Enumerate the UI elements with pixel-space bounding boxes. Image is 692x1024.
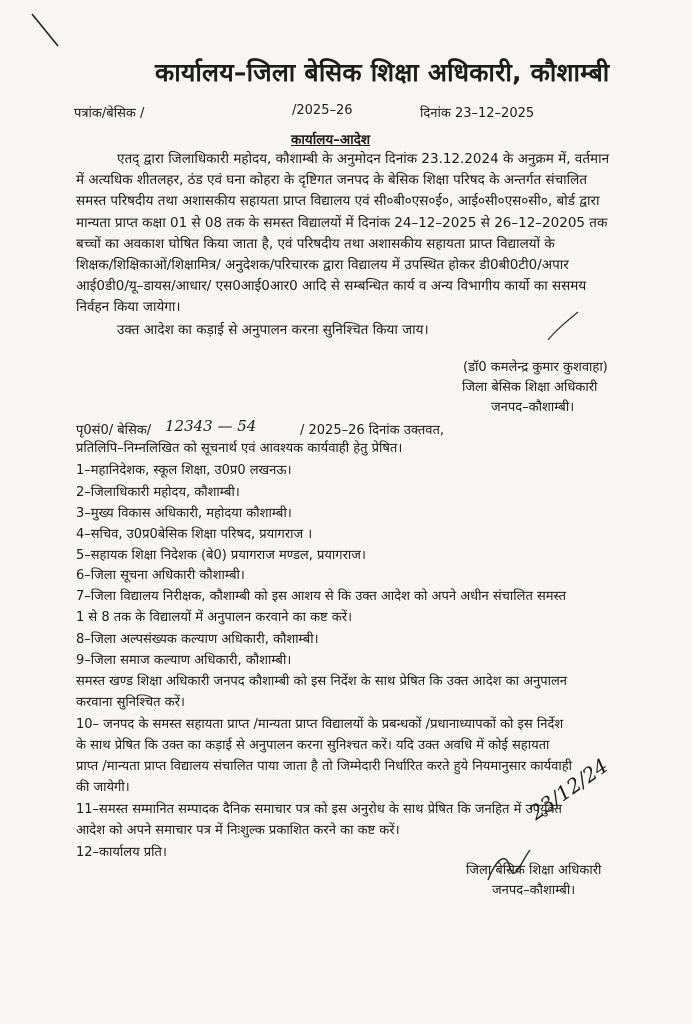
letter-number: पत्रांक/बेसिक / (74, 106, 145, 121)
distribution-item: 10– जनपद के समस्त सहायता प्राप्त /मान्यता प्राप्त विद्यालयों के प्रबन्धकों /प्रधानाध्यापकों को इस निर्देश (76, 717, 564, 732)
officer-name: (डॉ0 कमलेन्द्र कुमार कुशवाहा) (463, 360, 608, 375)
office-order-heading: कार्यालय–आदेश (291, 132, 371, 148)
distribution-item: के साथ प्रेषित कि उक्त का कड़ाई से अनुपालन करना सुनिश्चत करें। यदि उक्त अवधि में कोई सहायता (76, 738, 550, 753)
order-body-line: निर्वहन किया जायेगा। (76, 299, 181, 315)
order-body-line: बच्चों का अवकाश घोषित किया जाता है, एवं परिषदीय तथा अशासकीय सहायता प्राप्त विद्यालयों के (76, 236, 555, 252)
officer-district: जनपद–कौशाम्बी। (491, 400, 575, 415)
distribution-item: आदेश को अपने समाचार पत्र में निःशुल्क प्रकाशित करने का कष्ट करें। (76, 823, 400, 838)
distribution-item: 11–समस्त सम्मानित सम्पादक दैनिक समाचार पत्र को इस अनुरोध के साथ प्रेषित कि जनहित में उपर्युक्त (76, 802, 562, 817)
letter-year: /2025–26 (292, 103, 353, 118)
office-title: कार्यालय–जिला बेसिक शिक्षा अधिकारी, कौशाम्बी (155, 58, 610, 87)
officer-designation-2: जिला बेसिक शिक्षा अधिकारी (466, 863, 602, 878)
distribution-item: की जायेगी। (76, 780, 130, 795)
distribution-item: 7–जिला विद्यालय निरीक्षक, कौशाम्बी को इस आशय से कि उक्त आदेश को अपने अधीन संचालित समस्त (76, 589, 567, 604)
order-body-line: समस्त परिषदीय तथा अशासकीय सहायता प्राप्त विद्यालय एवं सी०बी०एस०ई०, आई०सी०एस०सी०, बोर्ड द्वारा (76, 193, 600, 209)
officer-district-2: जनपद–कौशाम्बी। (492, 883, 576, 898)
reference-number-handwritten: 12343 — 54 (165, 417, 257, 435)
order-body-line: में अत्यधिक शीतलहर, ठंड एवं घना कोहरा के दृष्टिगत जनपद के बेसिक शिक्षा परिषद के अन्तर्गत संचालित (76, 172, 588, 188)
distribution-item: 1–महानिदेशक, स्कूल शिक्षा, उ0प्र0 लखनऊ। (76, 463, 292, 478)
reference-prefix: पृ0सं0/ बेसिक/ (76, 423, 152, 438)
reference-suffix: / 2025–26 दिनांक उक्तवत, (300, 423, 445, 438)
distribution-item: 4–सचिव, उ0प्र0बेसिक शिक्षा परिषद, प्रयागराज । (76, 527, 313, 542)
officer-designation: जिला बेसिक शिक्षा अधिकारी (462, 380, 598, 395)
distribution-item: 12–कार्यालय प्रति। (76, 845, 167, 860)
distribution-item: 5–सहायक शिक्षा निदेशक (बे0) प्रयागराज मण्डल, प्रयागराज। (76, 548, 366, 563)
order-body-line: आई0डी0/यू–डायस/आधार/ एस0आई0आर0 आदि से सम्बन्धित कार्य व अन्य विभागीय कार्यो का ससमय (76, 278, 587, 294)
distribution-item: 2–जिलाधिकारी महोदय, कौशाम्बी। (76, 485, 240, 500)
distribution-item: 9–जिला समाज कल्याण अधिकारी, कौशाम्बी। (76, 653, 292, 668)
compliance-line: उक्त आदेश का कड़ाई से अनुपालन करना सुनिश्चित किया जाय। (117, 322, 429, 338)
distribution-item: 6–जिला सूचना अधिकारी कौशाम्बी। (76, 568, 245, 583)
distribution-item: प्राप्त /मान्यता प्राप्त विद्यालय संचालित पाया जाता है तो जिम्मेदारी निर्धारित करते हुये नियमानुसार कार्यवाही (76, 759, 573, 774)
distribution-item: करवाना सुनिश्चित करें। (76, 695, 185, 710)
distribution-item: 8–जिला अल्पसंख्यक कल्याण अधिकारी, कौशाम्बी। (76, 632, 319, 647)
order-body-line: एतद् द्वारा जिलाधिकारी महोदय, कौशाम्बी के अनुमोदन दिनांक 23.12.2024 के अनुक्रम में, वर्तमान (117, 151, 610, 167)
copy-intro: प्रतिलिपि–निम्नलिखित को सूचनार्थ एवं आवश्यक कार्यवाही हेतु प्रेषित। (76, 441, 403, 456)
order-body-line: शिक्षक/शिक्षिकाओं/शिक्षामित्र/ अनुदेशक/परिचारक द्वारा विद्यालय में उपस्थित होकर डी0बी0टी0/अपार (76, 257, 569, 273)
distribution-item: समस्त खण्ड शिक्षा अधिकारी जनपद कौशाम्बी को इस निर्देश के साथ प्रेषित कि उक्त आदेश का अनुपालन (76, 674, 567, 689)
handwritten-date: 23/12/24 (525, 753, 613, 825)
distribution-item: 3–मुख्य विकास अधिकारी, महोदया कौशाम्बी। (76, 506, 292, 521)
order-body-line: मान्यता प्राप्त कक्षा 01 से 08 तक के समस्त विद्यालयों में दिनांक 24–12–2025 से 26–12–20205 तक (76, 215, 608, 231)
letter-date: दिनांक 23–12–2025 (420, 106, 535, 121)
distribution-item: 1 से 8 तक के विद्यालयों में अनुपालन करवाने का कष्ट करें। (76, 610, 353, 625)
